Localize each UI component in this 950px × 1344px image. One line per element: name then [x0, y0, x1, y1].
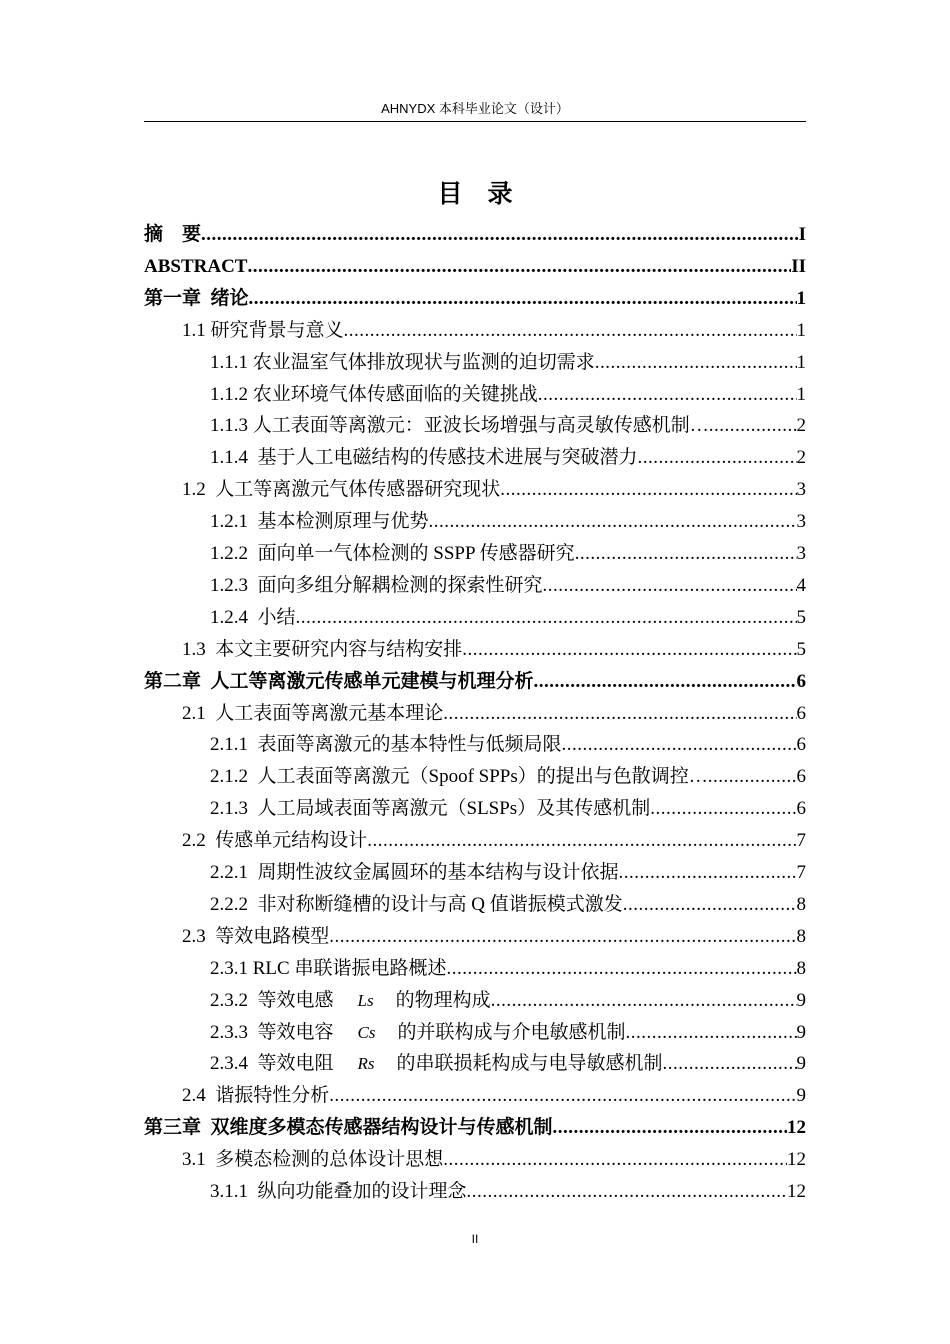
dot-leader [619, 860, 797, 886]
header-rule [144, 121, 806, 122]
page-header: AHNYDX 本科毕业论文（设计） [381, 101, 569, 116]
toc-entry-page: 9 [796, 990, 806, 1011]
toc-entry-page: 6 [796, 798, 806, 819]
toc-entry-page: 9 [796, 1085, 806, 1106]
toc-entry-title: 1.1.4 基于人工电磁结构的传感技术进展与突破潜力 [210, 447, 638, 468]
toc-entry-title: 2.3.2 等效电感 [210, 990, 334, 1011]
toc-entry-title: 2.1 人工表面等离激元基本理论 [182, 703, 444, 724]
dot-leader [443, 701, 796, 727]
toc-entry-title: 2.1.2 人工表面等离激元（Spoof SPPs）的提出与色散调控… [210, 766, 708, 787]
dot-leader [329, 1083, 796, 1109]
toc-entry-page: 1 [796, 352, 806, 373]
dot-leader [623, 892, 797, 918]
toc-entry-page: 5 [796, 607, 806, 628]
dot-leader [543, 573, 797, 599]
dot-leader [553, 1115, 787, 1141]
toc-entry-title: 第一章 绪论 [144, 288, 249, 309]
toc-entry-title: 1.3 本文主要研究内容与结构安排 [182, 639, 463, 660]
toc-entry[interactable] [210, 445, 806, 471]
toc-entry-title: 1.1.2 农业环境气体传感面临的关键挑战 [210, 384, 538, 405]
toc-entry-page: 3 [796, 543, 806, 564]
toc-entry-page: 9 [796, 1053, 806, 1074]
toc-entry[interactable] [210, 1179, 806, 1205]
toc-entry-title: 2.3.3 等效电容 [210, 1022, 334, 1043]
toc-entry-page: 9 [796, 1022, 806, 1043]
toc-entry[interactable] [210, 573, 806, 599]
dot-leader [562, 732, 797, 758]
toc-entry-title: 2.1.3 人工局域表面等离激元（SLSPs）及其传感机制 [210, 798, 651, 819]
toc-entry-page: 5 [796, 639, 806, 660]
toc-entry-title-continued: 的物理构成 [395, 990, 491, 1011]
toc-entry-variable: Ls [357, 991, 374, 1010]
toc-entry-page: 8 [796, 926, 806, 947]
toc-entry-title-continued: 的并联构成与介电敏感机制 [397, 1022, 626, 1043]
dot-leader [329, 924, 796, 950]
toc-entry-page: 12 [787, 1181, 806, 1202]
toc-entry[interactable] [210, 1020, 806, 1046]
toc-entry[interactable] [182, 924, 806, 950]
toc-entry-title: 1.2 人工等离激元气体传感器研究现状 [182, 479, 501, 500]
toc-entry[interactable] [210, 732, 806, 758]
page-number: II [471, 1232, 479, 1246]
toc-entry[interactable] [210, 956, 806, 982]
toc-entry-title: 2.3.4 等效电阻 [210, 1053, 334, 1074]
toc-entry[interactable] [144, 222, 806, 248]
toc-entry-page: 12 [787, 1117, 806, 1138]
toc-entry-title: 1.1.3 人工表面等离激元：亚波长场增强与高灵敏传感机制… [210, 415, 709, 436]
toc-entry[interactable] [210, 892, 806, 918]
toc-entry[interactable] [210, 509, 806, 535]
toc-entry-page: II [791, 256, 806, 277]
toc-entry-page: 6 [796, 766, 806, 787]
toc-entry[interactable] [182, 1147, 806, 1173]
toc-entry-title: 摘 要 [144, 224, 202, 245]
dot-leader [663, 1051, 797, 1077]
toc-entry-page: 6 [796, 671, 806, 692]
toc-entry-page: 6 [796, 703, 806, 724]
toc-entry[interactable] [144, 669, 806, 695]
dot-leader [344, 318, 797, 344]
toc-entry-variable: Cs [357, 1023, 376, 1042]
toc-entry[interactable] [210, 382, 806, 408]
toc-entry-title: 1.1.1 农业温室气体排放现状与监测的迫切需求 [210, 352, 595, 373]
toc-entry-page: I [798, 224, 806, 245]
toc-entry[interactable] [144, 286, 806, 312]
toc-entry-page: 7 [796, 830, 806, 851]
toc-entry[interactable] [182, 477, 806, 503]
toc-entry-page: 4 [796, 575, 806, 596]
toc-entry-title: 2.2.1 周期性波纹金属圆环的基本结构与设计依据 [210, 862, 619, 883]
dot-leader [462, 637, 796, 663]
dot-leader [595, 350, 797, 376]
toc-entry-page: 2 [796, 415, 806, 436]
toc-entry[interactable] [210, 541, 806, 567]
toc-entry-page: 1 [796, 384, 806, 405]
dot-leader [296, 605, 797, 631]
dot-leader [467, 1179, 787, 1205]
toc-entry-title: 第三章 双维度多模态传感器结构设计与传感机制 [144, 1117, 553, 1138]
toc-entry-title: 第二章 人工等离激元传感单元建模与机理分析 [144, 671, 534, 692]
dot-leader [500, 477, 796, 503]
toc-entry-page: 8 [796, 958, 806, 979]
toc-entry-title: 3.1 多模态检测的总体设计思想 [182, 1149, 444, 1170]
toc-entry[interactable] [210, 860, 806, 886]
toc-entry-page: 12 [787, 1149, 806, 1170]
dot-leader [201, 222, 799, 248]
toc-entry-page: 2 [796, 447, 806, 468]
toc-entry-title: 2.3 等效电路模型 [182, 926, 330, 947]
dot-leader [249, 286, 797, 312]
toc-entry[interactable] [144, 254, 806, 280]
dot-leader [491, 988, 797, 1014]
toc-entry-title: 2.2 传感单元结构设计 [182, 830, 368, 851]
toc-entry-page: 3 [796, 511, 806, 532]
toc-title: 目 录 [437, 181, 513, 208]
dot-leader [367, 828, 796, 854]
toc-entry-title: 1.2.1 基本检测原理与优势 [210, 511, 429, 532]
toc-entry[interactable] [182, 828, 806, 854]
dot-leader [247, 254, 791, 280]
toc-entry[interactable] [182, 701, 806, 727]
dot-leader [446, 956, 796, 982]
toc-entry-title-continued: 的串联损耗构成与电导敏感机制 [396, 1053, 663, 1074]
dot-leader [575, 541, 797, 567]
toc-entry-title: 1.2.4 小结 [210, 607, 296, 628]
dot-leader [534, 669, 797, 695]
toc-entry[interactable] [210, 605, 806, 631]
toc-entry-title: 2.2.2 非对称断缝槽的设计与高 Q 值谐振模式激发 [210, 894, 623, 915]
toc-entry-page: 6 [796, 734, 806, 755]
dot-leader [538, 382, 797, 408]
toc-entry-title: 2.4 谐振特性分析 [182, 1085, 330, 1106]
toc-entry-page: 1 [796, 288, 806, 309]
toc-entry-title: ABSTRACT [144, 256, 248, 277]
dot-leader [709, 413, 797, 439]
toc-entry[interactable] [182, 637, 806, 663]
toc-entry-variable: Rs [357, 1054, 375, 1073]
dot-leader [429, 509, 797, 535]
toc-entry-page: 8 [796, 894, 806, 915]
dot-leader [443, 1147, 787, 1173]
dot-leader [638, 445, 797, 471]
toc-entry-title: 1.1 研究背景与意义 [182, 320, 344, 341]
toc-entry[interactable] [210, 350, 806, 376]
toc-entry[interactable] [210, 1051, 806, 1077]
toc-entry-title: 2.3.1 RLC 串联谐振电路概述 [210, 958, 447, 979]
toc-entry-title: 1.2.3 面向多组分解耦检测的探索性研究 [210, 575, 543, 596]
toc-entry[interactable] [182, 318, 806, 344]
dot-leader [650, 796, 796, 822]
toc-entry[interactable] [210, 413, 806, 439]
toc-entry-page: 3 [796, 479, 806, 500]
toc-entry-title: 3.1.1 纵向功能叠加的设计理念 [210, 1181, 467, 1202]
toc-entry[interactable] [144, 1115, 806, 1141]
toc-entry[interactable] [182, 1083, 806, 1109]
toc-entry-page: 1 [796, 320, 806, 341]
dot-leader [626, 1020, 797, 1046]
toc-entry-title: 1.2.2 面向单一气体检测的 SSPP 传感器研究 [210, 543, 575, 564]
toc-entry[interactable] [210, 764, 806, 790]
toc-entry[interactable] [210, 796, 806, 822]
toc-entry[interactable] [210, 988, 806, 1014]
dot-leader [708, 764, 797, 790]
toc-entry-page: 7 [796, 862, 806, 883]
toc-entry-title: 2.1.1 表面等离激元的基本特性与低频局限 [210, 734, 562, 755]
